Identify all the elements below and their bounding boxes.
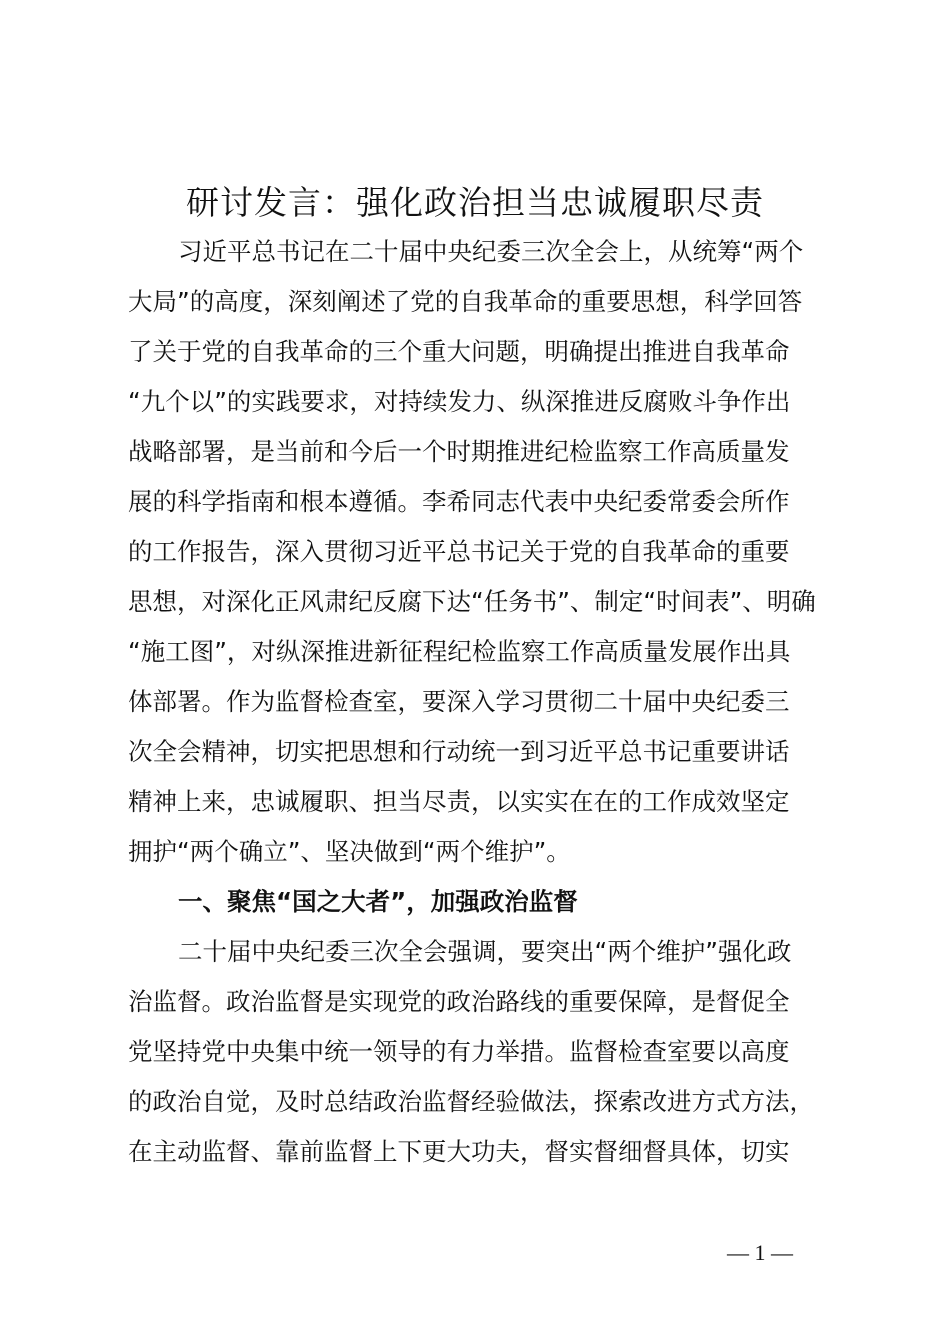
paragraph-2-line: 的政治自觉，及时总结政治监督经验做法，探索改进方式方法， bbox=[128, 1087, 814, 1116]
paragraph-1-line: 的工作报告，深入贯彻习近平总书记关于党的自我革命的重要 bbox=[128, 537, 790, 566]
paragraph-1-line: 战略部署，是当前和今后一个时期推进纪检监察工作高质量发 bbox=[128, 437, 790, 466]
paragraph-1-line: 习近平总书记在二十届中央纪委三次全会上，从统筹“两个 bbox=[178, 237, 804, 266]
paragraph-1-line: 拥护“两个确立”、坚决做到“两个维护”。 bbox=[128, 837, 571, 866]
paragraph-2-line: 在主动监督、靠前监督上下更大功夫，督实督细督具体，切实 bbox=[128, 1137, 790, 1166]
paragraph-1-line: 展的科学指南和根本遵循。李希同志代表中央纪委常委会所作 bbox=[128, 487, 790, 516]
page-number: — 1 — bbox=[727, 1240, 793, 1265]
paragraph-1-line: 次全会精神，切实把思想和行动统一到习近平总书记重要讲话 bbox=[128, 737, 790, 766]
paragraph-2-line: 党坚持党中央集中统一领导的有力举措。监督检查室要以高度 bbox=[128, 1037, 790, 1066]
paragraph-2-line: 二十届中央纪委三次全会强调，要突出“两个维护”强化政 bbox=[178, 937, 792, 966]
paragraph-1-line: 了关于党的自我革命的三个重大问题，明确提出推进自我革命 bbox=[128, 337, 790, 366]
paragraph-1-line: 大局”的高度，深刻阐述了党的自我革命的重要思想，科学回答 bbox=[128, 287, 803, 316]
section-1-heading: 一、聚焦“国之大者”，加强政治监督 bbox=[178, 887, 578, 916]
paragraph-1-line: “施工图”，对纵深推进新征程纪检监察工作高质量发展作出具 bbox=[128, 637, 791, 666]
paragraph-2-line: 治监督。政治监督是实现党的政治路线的重要保障，是督促全 bbox=[128, 987, 790, 1016]
paragraph-1-line: 精神上来，忠诚履职、担当尽责，以实实在在的工作成效坚定 bbox=[128, 787, 790, 816]
paragraph-1-line: 思想，对深化正风肃纪反腐下达“任务书”、制定“时间表”、明确 bbox=[128, 587, 816, 616]
paragraph-1-line: “九个以”的实践要求，对持续发力、纵深推进反腐败斗争作出 bbox=[128, 387, 791, 416]
document-title: 研讨发言：强化政治担当忠诚履职尽责 bbox=[186, 183, 764, 222]
paragraph-1-line: 体部署。作为监督检查室，要深入学习贯彻二十届中央纪委三 bbox=[128, 687, 790, 716]
